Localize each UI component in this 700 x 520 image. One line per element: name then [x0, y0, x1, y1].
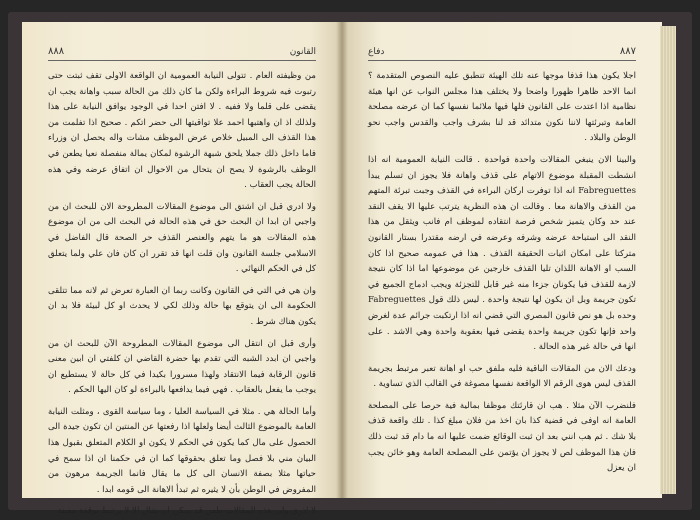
right-page-header	[368, 46, 636, 61]
page-edges	[660, 26, 676, 494]
right-paragraph: اجلا يكون هذا قذفا موجها عنه تلك الهيئة تنطبق عليه النصوص المتقدمة ؟ انما الاحد ظاهرا ظهورا واضحا ولا يختلف هذا مجلس النواب عن انها هيئة نظامية اذا اعتدت على القانون فلها فيها ملائما نفسها كما ان عرضه مصلحة العامة وتبرئتها لاننا نكون متدائد قد لنا بشرف واجب والقدس واجب نحو الوطن والبلاد .	[368, 71, 636, 144]
left-page-number: ٨٨٨	[48, 46, 65, 57]
left-page-header	[48, 46, 316, 61]
book-gutter	[336, 22, 348, 498]
left-paragraph: ولا ادري قبل ان اشتق الى موضوع المقالات المطروحة الان للبحث ان من واجبي ان ابدا ان البحث حق في هذه الحالة في البحث الى من ان موضوع هذه المقالات هو ما يتهم والعنصر القذف حر الصحة قال الفاضل في الاسلامي جلسة القانون وان قلت انها قد تقرر ان كان فان علي ولما يتعلق كل في الحكم النهائي .	[48, 201, 316, 275]
left-paragraph: وأما الحالة هي . مثلا في السياسة العليا ، وما سياسة القوى ، ومثلت النيابة العامة بالموضوع الثالث أيضا ولعلها اذا رفعتها عن المنتين ان تكون جيدة الى الحصول على مال كما يكون في الحكم لا يكون او الكلام المتعلق بقبول هذا البيان مني بلا فصل وما تعلق بحقوقها كما ان في حكمنا ان اذا سمح في حياتها مثلا بصفة الانسان الى كل ما يقال فانما الجريمة مرهون من المفروض في الوطن بأن لا يثيره ثم تبدأ الاهانة الى قومه ابدا .	[48, 406, 316, 495]
left-paragraph: وأرى قبل ان انتقل الى موضوع المقالات المطروحة الآن للبحث ان من واجبي ان ابدد الشبه التي تقدم بها حضرة القاضي ان كلفتي ان ابين معنى قانون الرقابة فيما الانتقاد ولهذا مسرورا بكيدا في كل حالة لا يستطيع ان يوجب ما يفعل بالعقاب . فهي فيما يدافعها بالبراءة لو كان اليها الحكم .	[48, 338, 316, 396]
right-paragraph: والبينا الان ينبغي المقالات واحدة فواحدة . قالت النيابة العمومية انه اذا انشطت المقبلة موضوع الاتهام على قذف واهانة فلا يجوز ان تسلم يبدأ Fabreguettes انه اذا توفرت اركان البراءة في القذف وجبت تبرئة المتهم من القذف والاهانة معا . وقالت ان هذه النظرية يترتب عليها الا يقف النقد عند حد وكان يتميز شخص فرصة انتقاده لموظف ام فانب ويثقل من هذا النقد الى استباحة عرضه وشرفه وعرضه في ارضه مقتدرا بستار القانون متركتا على امكان اثبات الحقيقة القذف . هذا في عمومه صحيح اذا كان السب او الاهانة اللذان تليا القذف خارجين عن موضوعها اما اذا كان نتيجة لازمة للقذف فيا يكونان جزءا منه غير قابل للتجزئة ويجب ادماج الجميع في تكون جريمة وبل ان يكون لها نتيجة واحدة . ليس ذلك قول Fabreguettes وحده بل هو نص قانون المصري التي قضي انه اذا ارتكبت جرائم عدة لغرض واحد فإنها تكون جريمة واحدة يقضى فيها بعقوبة واحدة وهي الاشد . على انها في حالة غير هذه الحالة .	[368, 154, 636, 353]
right-page	[342, 22, 662, 498]
right-page-number: ٨٨٧	[619, 46, 636, 57]
right-paragraph: فلنضرب الآن مثلا . هب ان قارئتك موظفا بمالية فية حرصا على المصلحة العامة انه اوفى في قضية كذا بان اخذ من فلان مبلغ كذا . تلك واقعة قذف بلا شك . ثم هب انني بعد ان ثبت الوقائع ضمت عليها انه ما دام قد ثبت ذلك فان هذا الموظف لص لا يجوز ان يؤتمن على المصلحة العامة وهو خائن يجب ان يعزل	[368, 400, 636, 474]
left-page	[22, 22, 342, 517]
right-paragraph: ودعك الان من المقالات الباقية فليه ملفق حب او اهانة تعبر مرتبط بجريمة القذف ليس هوى الرقم الا الواقعة نفسها مصوغة في القالب الذي تساوية .	[368, 363, 636, 390]
left-paragraph: من وظيفته العام . تتولى النيابة العمومية ان الواقعة الاولى تقف ثبتت حتى رتبوت فيه شروط البراءة ولكن ما كان ذلك من الحالة سبب واهانة يجب ان يقضى على قلما ولا ففيه . لا افتن احدا في الوجود يوافق النيابة على هذا ولذلك اذ ان واهتبها احمد علا تواقيتها الى حضر اتكم . صحيح اذا تفلمت من هذا القذف الى المبيل خلاص عرض الموظف مشات واله يحصل ان وزراء فاما داخل ذلك جملا يلحق شبهة الرشوة لمكان يمالة منفصلة نعيا يطعن في الوظف بالرشوة لا يصح ان يتحال من الاحوال ان اتفاق عرضه وفي هذه الحالة يجب العقاب .	[48, 71, 316, 191]
right-running-head: دفاع	[368, 46, 385, 57]
left-paragraph: وان هي في التي في القانون وكانت ربما ان العبارة تعرض ثم لانه مما تتلقى الحكومة الى ان يتوقع بها حالة وذلك لكي لا يحدث او كل لبيئة فلا بد ان يكون هناك شرط .	[48, 285, 316, 327]
left-running-head: القانون	[289, 46, 316, 57]
left-paragraph: لا اذري ولي هذه المقالات طعن قد يمكن ان يتنال الا لا يرتبط بوقفة معينة	[57, 506, 316, 517]
